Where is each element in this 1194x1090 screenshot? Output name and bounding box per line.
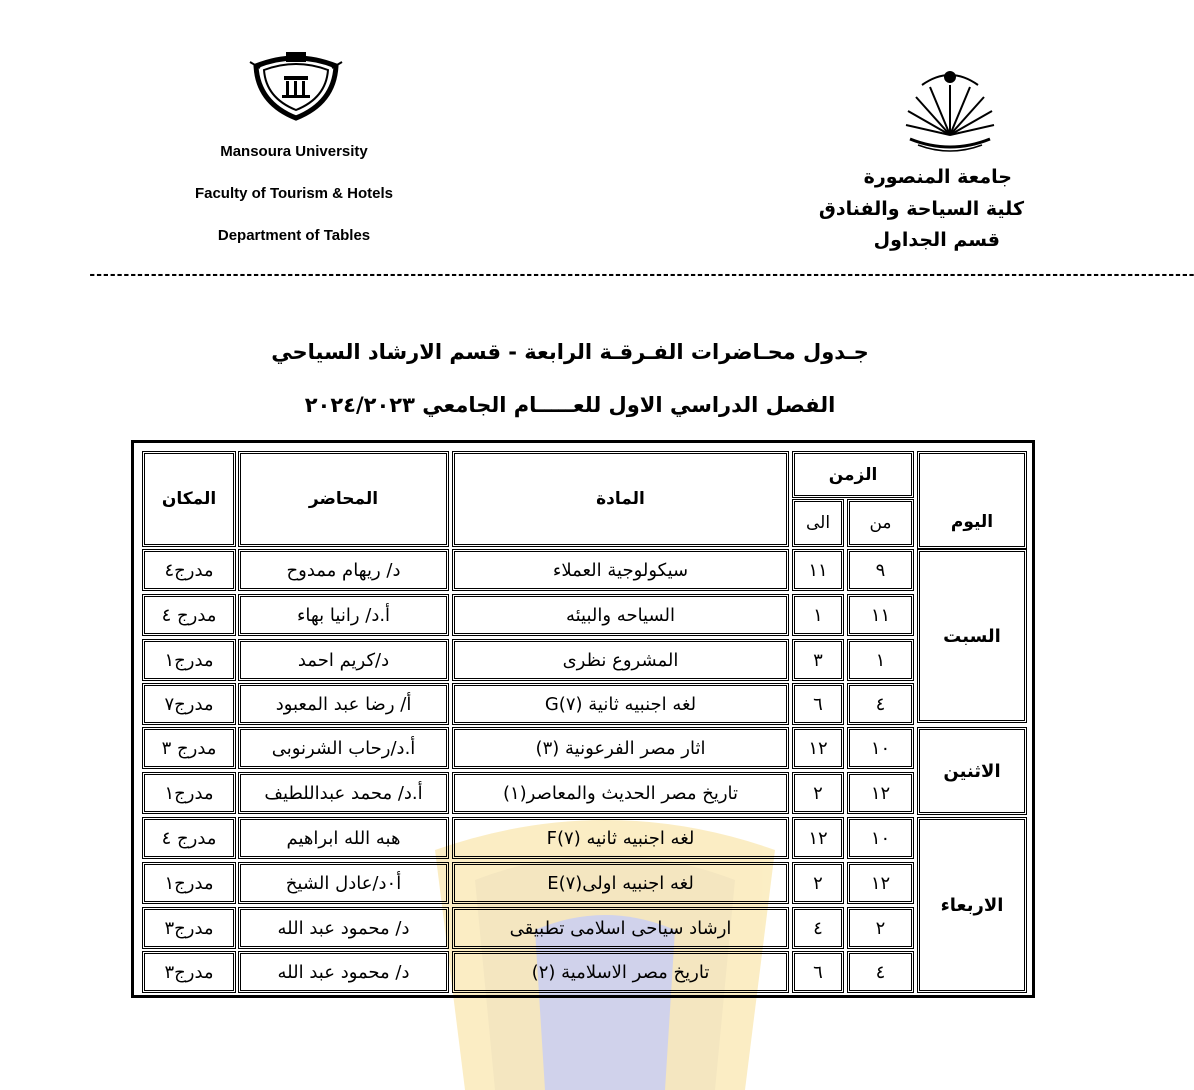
cell-lecturer: د/ ريهام ممدوح xyxy=(238,549,449,591)
cell-from: ١٠ xyxy=(847,727,914,769)
cell-to: ٦ xyxy=(792,683,844,725)
cell-place: مدرج١ xyxy=(142,862,236,904)
ar-faculty-name: كلية السياحة والفنادق xyxy=(818,198,1024,220)
header-lecturer: المحاضر xyxy=(238,451,449,547)
cell-subject: لغه اجنبيه ثانية (٧)G xyxy=(452,683,789,725)
faculty-logo-icon xyxy=(250,48,342,120)
cell-subject: ارشاد سياحى اسلامى تطبيقى xyxy=(452,907,789,949)
cell-lecturer: أ.د/ رانيا بهاء xyxy=(238,594,449,636)
day-monday: الاثنين xyxy=(917,727,1027,815)
cell-place: مدرج ٤ xyxy=(142,817,236,859)
cell-to: ٤ xyxy=(792,907,844,949)
cell-to: ٦ xyxy=(792,951,844,993)
cell-lecturer: هبه الله ابراهيم xyxy=(238,817,449,859)
university-logo-icon xyxy=(900,65,1000,157)
cell-place: مدرج١ xyxy=(142,639,236,681)
day-saturday: السبت xyxy=(917,549,1027,723)
cell-lecturer: أ.د/رحاب الشرنوبى xyxy=(238,727,449,769)
cell-place: مدرج ٤ xyxy=(142,594,236,636)
header-separator: ------------------------------------------------------------------------------------------------------------------------------------------------------------------ xyxy=(88,267,1194,283)
cell-place: مدرج١ xyxy=(142,772,236,814)
cell-from: ١ xyxy=(847,639,914,681)
ar-department-name: قسم الجداول xyxy=(873,229,1000,251)
cell-to: ١٢ xyxy=(792,817,844,859)
cell-from: ٤ xyxy=(847,683,914,725)
cell-to: ٢ xyxy=(792,862,844,904)
header-day: اليوم xyxy=(917,451,1027,549)
cell-from: ٤ xyxy=(847,951,914,993)
en-department-name: Department of Tables xyxy=(217,227,371,244)
schedule-title: جـدول محـاضرات الفـرقـة الرابعة - قسم الارشاد السياحي xyxy=(271,340,869,364)
cell-subject: تاريخ مصر الحديث والمعاصر(١) xyxy=(452,772,789,814)
cell-from: ١٢ xyxy=(847,862,914,904)
cell-subject: لغه اجنبيه ثانيه (٧)F xyxy=(452,817,789,859)
cell-from: ٩ xyxy=(847,549,914,591)
header-subject: المادة xyxy=(452,451,789,547)
cell-lecturer: أ/ رضا عبد المعبود xyxy=(238,683,449,725)
cell-subject: سيكولوجية العملاء xyxy=(452,549,789,591)
cell-to: ٣ xyxy=(792,639,844,681)
cell-to: ١ xyxy=(792,594,844,636)
schedule-subtitle: الفصل الدراسي الاول للعـــــام الجامعي ٢٠٢٤/٢٠٢٣ xyxy=(304,393,836,417)
cell-from: ١٢ xyxy=(847,772,914,814)
cell-to: ١٢ xyxy=(792,727,844,769)
cell-lecturer: أ.د/ محمد عبداللطيف xyxy=(238,772,449,814)
header-place: المكان xyxy=(142,451,236,547)
cell-lecturer: د/ محمود عبد الله xyxy=(238,951,449,993)
en-faculty-name: Faculty of Tourism & Hotels xyxy=(194,185,394,202)
day-wednesday: الاربعاء xyxy=(917,817,1027,993)
cell-subject: المشروع نظرى xyxy=(452,639,789,681)
header-time: الزمن xyxy=(792,451,914,498)
cell-to: ٢ xyxy=(792,772,844,814)
cell-subject: تاريخ مصر الاسلامية (٢) xyxy=(452,951,789,993)
cell-subject: السياحه والبيئه xyxy=(452,594,789,636)
cell-lecturer: أ٠د/عادل الشيخ xyxy=(238,862,449,904)
schedule-table xyxy=(131,440,1035,998)
ar-university-name: جامعة المنصورة xyxy=(863,166,1012,188)
cell-place: مدرج٣ xyxy=(142,951,236,993)
cell-place: مدرج٧ xyxy=(142,683,236,725)
cell-to: ١١ xyxy=(792,549,844,591)
cell-subject: لغه اجنبيه اولى(٧)E xyxy=(452,862,789,904)
cell-from: ١٠ xyxy=(847,817,914,859)
cell-place: مدرج٣ xyxy=(142,907,236,949)
header-from: من xyxy=(847,499,914,547)
cell-lecturer: د/ محمود عبد الله xyxy=(238,907,449,949)
cell-from: ٢ xyxy=(847,907,914,949)
cell-place: مدرج٤ xyxy=(142,549,236,591)
cell-lecturer: د/كريم احمد xyxy=(238,639,449,681)
cell-from: ١١ xyxy=(847,594,914,636)
en-university-name: Mansoura University xyxy=(220,143,368,160)
cell-subject: اثار مصر الفرعونية (٣) xyxy=(452,727,789,769)
header-to: الى xyxy=(792,499,844,547)
cell-place: مدرج ٣ xyxy=(142,727,236,769)
